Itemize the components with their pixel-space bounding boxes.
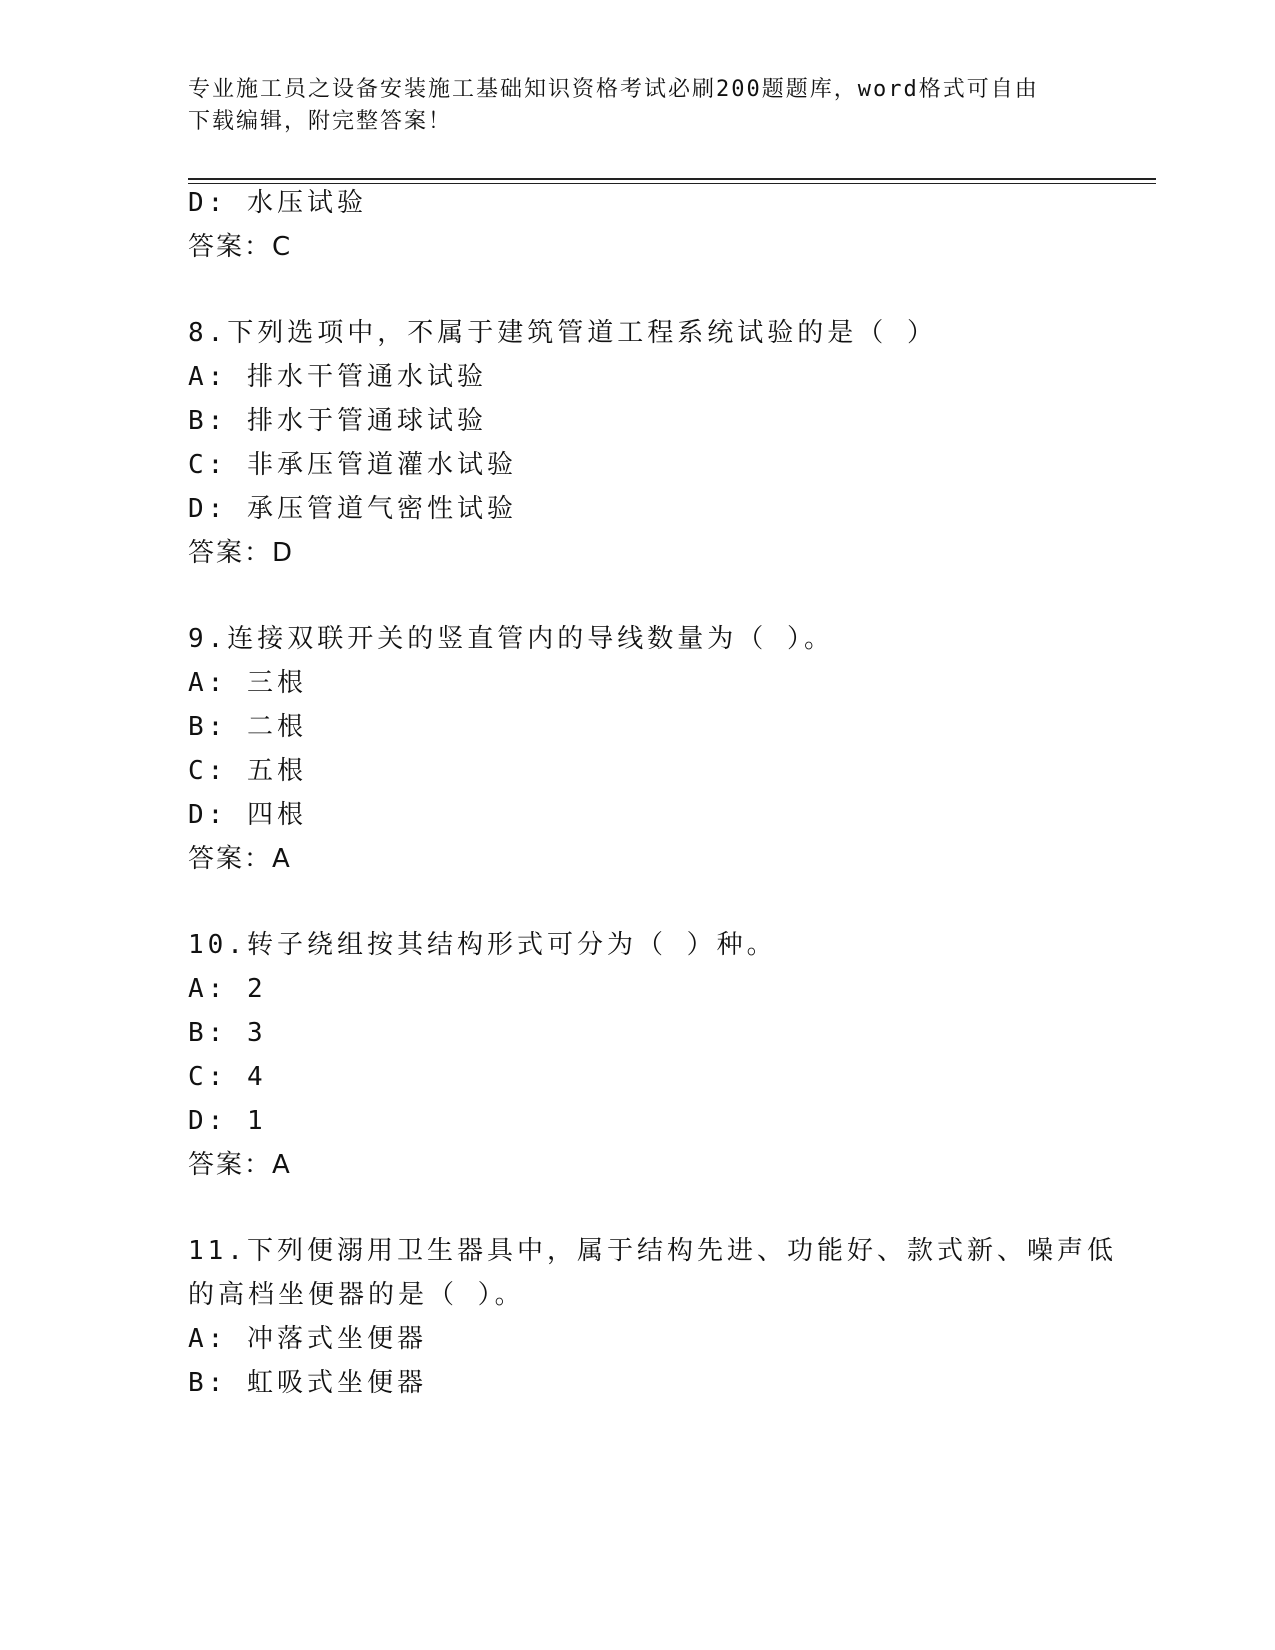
header-line-2: 下载编辑，附完整答案！ (188, 109, 453, 134)
question-11-stem-line-1: 11.下列便溺用卫生器具中，属于结构先进、功能好、款式新、噪声低 (188, 1236, 1117, 1266)
question-11-option-b: B: 虹吸式坐便器 (188, 1368, 427, 1398)
question-11-option-a: A: 冲落式坐便器 (188, 1324, 427, 1354)
question-10-option-a: A: 2 (188, 974, 267, 1004)
question-10-answer: 答案：A (188, 1150, 292, 1180)
question-8-option-d: D: 承压管道气密性试验 (188, 494, 517, 524)
question-9-answer: 答案：A (188, 844, 292, 874)
question-11-stem-line-2: 的高档坐便器的是（ ）。 (188, 1280, 525, 1310)
header-line-1: 专业施工员之设备安装施工基础知识资格考试必刷200题题库，word格式可自由 (188, 77, 1039, 102)
question-8-option-a: A: 排水干管通水试验 (188, 362, 487, 392)
header-divider (188, 178, 1156, 184)
question-8-option-b: B: 排水于管通球试验 (188, 406, 487, 436)
question-10-option-c: C: 4 (188, 1062, 267, 1092)
question-10-stem: 10.转子绕组按其结构形式可分为（ ）种。 (188, 930, 777, 960)
prev-answer: 答案：C (188, 232, 293, 262)
question-9-option-a: A: 三根 (188, 668, 307, 698)
question-8-option-c: C: 非承压管道灌水试验 (188, 450, 517, 480)
question-9-option-b: B: 二根 (188, 712, 307, 742)
question-10-option-b: B: 3 (188, 1018, 267, 1048)
question-9-option-d: D: 四根 (188, 800, 307, 830)
question-9-stem: 9.连接双联开关的竖直管内的导线数量为（ ）。 (188, 624, 834, 654)
prev-option-d: D: 水压试验 (188, 188, 367, 218)
document-header (188, 74, 1068, 138)
question-8-answer: 答案：D (188, 538, 295, 568)
question-9-option-c: C: 五根 (188, 756, 307, 786)
question-10-option-d: D: 1 (188, 1106, 267, 1136)
question-8-stem: 8.下列选项中，不属于建筑管道工程系统试验的是（ ） (188, 318, 937, 348)
